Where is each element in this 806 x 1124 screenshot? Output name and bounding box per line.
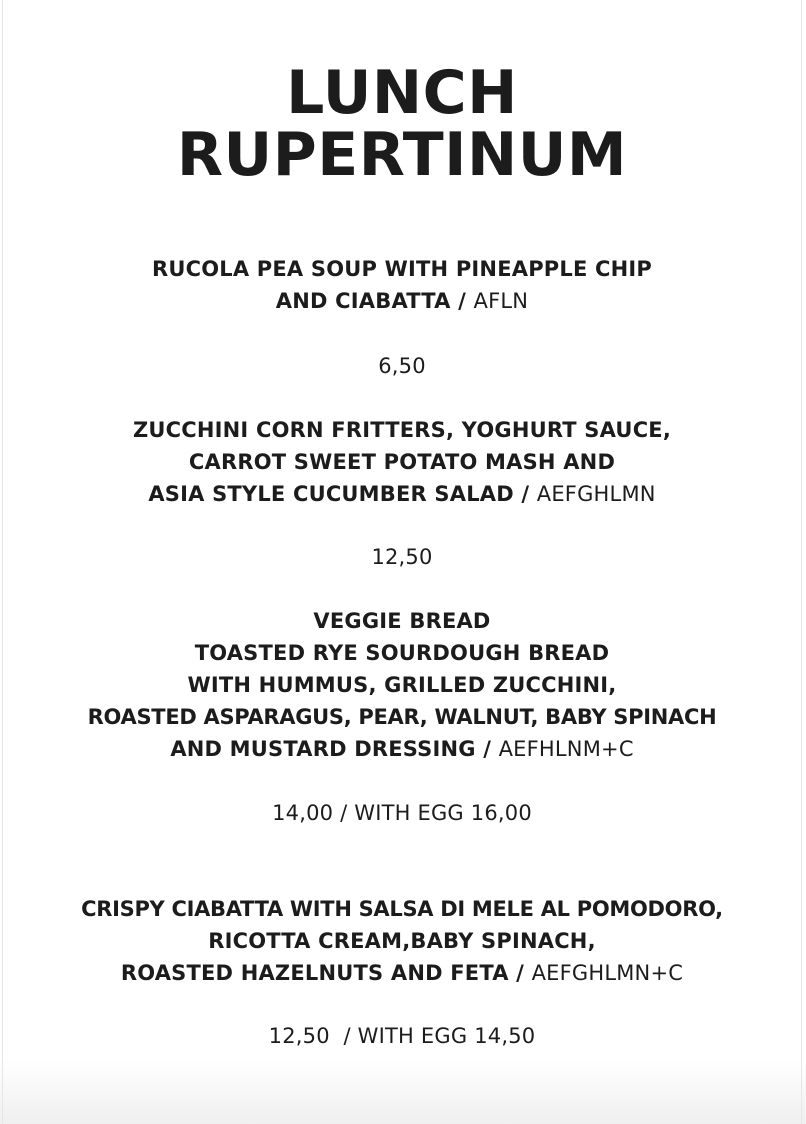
menu-item-description-text: ASIA STYLE CUCUMBER SALAD / — [148, 482, 537, 506]
menu-item-rucola-pea-soup — [3, 253, 801, 317]
menu-title-line-2: RUPERTINUM — [176, 120, 628, 190]
menu-item-description-line: RICOTTA CREAM,BABY SPINACH, — [208, 929, 596, 953]
menu-item-description-text: AND CIABATTA / — [275, 289, 474, 313]
menu-item-description-last-line — [3, 957, 801, 989]
menu-item-description-line: CARROT SWEET POTATO MASH AND — [188, 450, 616, 474]
menu-item-veggie-bread — [3, 605, 801, 765]
menu-item-crispy-ciabatta — [3, 893, 801, 989]
menu-item-description-last-line — [3, 478, 801, 510]
menu-item-description-text: ROASTED HAZELNUTS AND FETA / — [120, 961, 532, 985]
menu-item-price: 12,50 — [371, 545, 433, 569]
menu-item-price: 14,00 / WITH EGG 16,00 — [272, 801, 532, 825]
allergen-codes: AEFGHLMN+C — [531, 961, 684, 985]
allergen-codes: AEFHLNM+C — [498, 737, 634, 761]
menu-item-zucchini-corn-fritters — [3, 414, 801, 510]
menu-item-name: VEGGIE BREAD — [313, 609, 491, 633]
allergen-codes: AFLN — [473, 289, 529, 313]
menu-item-description-last-line — [3, 733, 801, 765]
menu-item-description-last-line — [3, 285, 801, 317]
menu-item-description-line: RUCOLA PEA SOUP WITH PINEAPPLE CHIP — [151, 257, 653, 281]
menu-item-description-text: AND MUSTARD DRESSING / — [170, 737, 499, 761]
allergen-codes: AEFGHLMN — [536, 482, 656, 506]
menu-page — [2, 0, 802, 1124]
menu-item-price: 6,50 — [378, 354, 426, 378]
menu-title-line-1: LUNCH — [286, 58, 518, 128]
menu-item-description-line: ZUCCHINI CORN FRITTERS, YOGHURT SAUCE, — [132, 418, 672, 442]
menu-item-price: 12,50 / WITH EGG 14,50 — [268, 1024, 536, 1048]
menu-item-description-line: TOASTED RYE SOURDOUGH BREAD — [194, 641, 610, 665]
menu-item-description-line: CRISPY CIABATTA WITH SALSA DI MELE AL POMODORO, — [81, 897, 723, 921]
menu-title — [3, 58, 801, 190]
menu-item-description-line: WITH HUMMUS, GRILLED ZUCCHINI, — [187, 673, 617, 697]
menu-item-description-line: ROASTED ASPARAGUS, PEAR, WALNUT, BABY SPINACH — [87, 705, 717, 729]
